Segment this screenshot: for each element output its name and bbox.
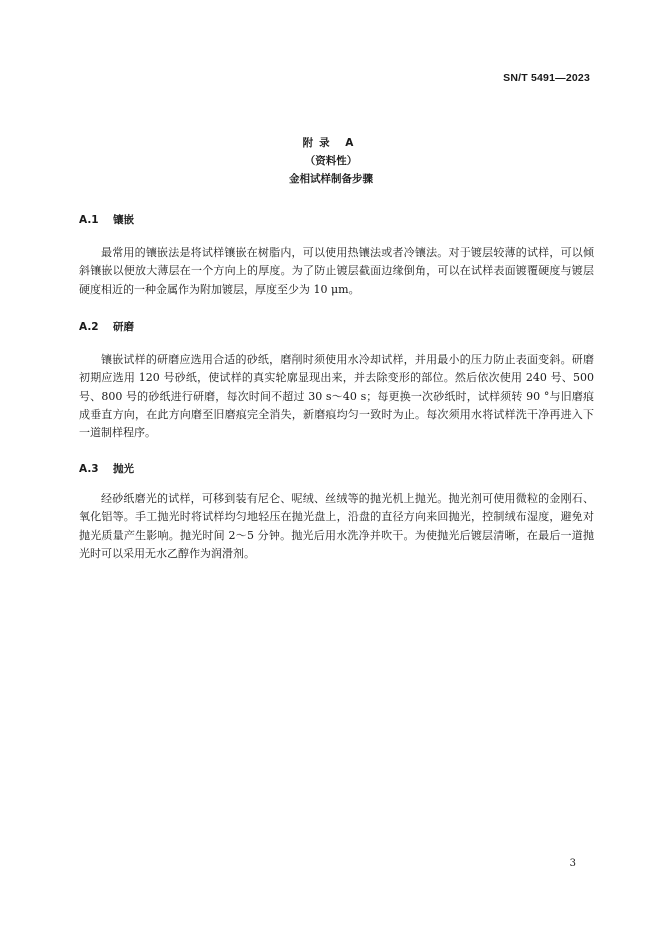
- section-heading-a1: [79, 212, 134, 227]
- section-heading-a2: [79, 319, 134, 334]
- page-number: 3: [569, 858, 576, 869]
- section-a3-paragraph: 经砂纸磨光的试样，可移到装有尼仑、呢绒、丝绒等的抛光机上抛光。抛光剂可使用微粒的金刚石、氧化铝等。手工抛光时将试样均匀地轻压在抛光盘上，沿盘的直径方向来回抛光，控制绒布湿度，避免对抛光质量产生影响。抛光时间 2～5 分钟。抛光后用水洗净并吹干。为使抛光后镀层清晰，在最后一道抛光时可以采用无水乙醇作为润滑剂。: [79, 492, 594, 560]
- section-title: 抛光: [113, 463, 134, 475]
- section-a1-paragraph: 最常用的镶嵌法是将试样镶嵌在树脂内，可以使用热镶法或者冷镶法。对于镀层较薄的试样，可以倾斜镶嵌以便放大薄层在一个方向上的厚度。为了防止镀层截面边缘倒角，可以在试样表面镀覆硬度与镀层硬度相近的一种金属作为附加镀层，厚度至少为 10 μm。: [79, 246, 594, 296]
- section-number: A.1: [79, 214, 99, 226]
- section-number: A.3: [79, 463, 99, 475]
- section-a2-paragraph: 镶嵌试样的研磨应选用合适的砂纸，磨削时须使用水冷却试样，并用最小的压力防止表面变斜。研磨初期应选用 120 号砂纸，使试样的真实轮廓显现出来，并去除变形的部位。然后依次使用 240 号、500 号、800 号的砂纸进行研磨，每次时间不超过 30 s～40 s；每更换一次砂纸时，试样须转 90 °与旧磨痕成垂直方向，在此方向磨至旧磨痕完全消失，新磨痕均匀一致时为止。每次须用水将试样洗干净再进入下一道制样程序。: [79, 353, 594, 440]
- section-number: A.2: [79, 321, 99, 333]
- annex-title: 金相试样制备步骤: [289, 173, 373, 185]
- standard-code: SN/T 5491—2023: [503, 72, 590, 84]
- section-heading-a3: [79, 461, 134, 476]
- section-title: 镶嵌: [113, 214, 134, 226]
- annex-label: 附录 A: [302, 137, 360, 149]
- annex-nature: （资料性）: [304, 155, 358, 167]
- section-title: 研磨: [113, 321, 134, 333]
